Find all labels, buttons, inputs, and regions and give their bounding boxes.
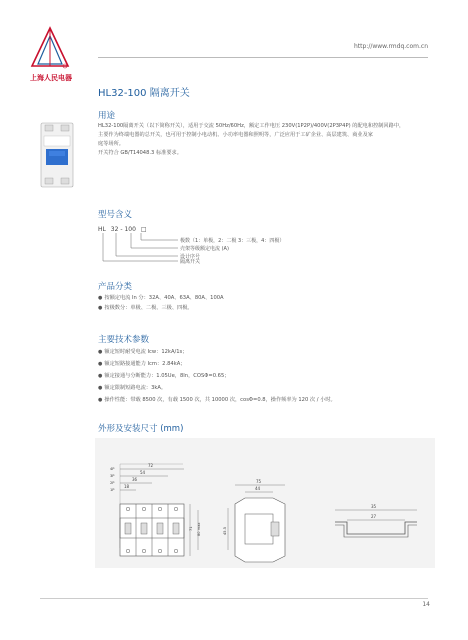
brand-logo	[30, 26, 70, 78]
dim-label: 80 max	[197, 522, 201, 536]
dim-label: 54	[140, 470, 146, 475]
dim-label: 3P	[110, 474, 115, 478]
dim-label: 36	[132, 477, 138, 482]
dim-label: 75	[256, 479, 262, 484]
dimension-drawing	[95, 438, 435, 568]
header-divider	[98, 57, 428, 58]
brand-name: 上海人民电器	[30, 74, 72, 82]
model-desc-design: 设计序号	[180, 254, 201, 260]
usage-heading: 用途	[98, 111, 116, 121]
spec-item: ● 额定短路接通能力 Icm：2.84kA；	[98, 360, 185, 367]
usage-line: HL32-100隔离开关（以下简称开关），适用于交流 50Hz/60Hz，额定工作电压 230V(1P2P)/400V(2P3P4P) 的配电和控制回路中，	[98, 123, 405, 129]
code-dash: -	[120, 226, 123, 233]
model-desc-current: 壳架等级额定电流 (A)	[180, 246, 229, 252]
spec-item: ● 操作性能：带载 8500 次，有载 1500 次，共 10000 次，cosΦ=0.8，操作频率为 120 次 / 小时。	[98, 396, 336, 403]
model-desc-type: 隔离开关	[180, 259, 201, 265]
code-current: 100	[124, 226, 136, 233]
usage-line: 庭等场所。	[98, 141, 124, 147]
page-title: HL32-100 隔离开关	[98, 88, 190, 99]
usage-paragraph	[98, 122, 432, 158]
classification-heading: 产品分类	[98, 282, 133, 292]
dim-label: 18	[124, 484, 130, 489]
spec-item: ● 额定限制短路电流：3kA。	[98, 384, 166, 391]
dim-label: 71	[189, 526, 193, 531]
dim-label: 45.5	[223, 526, 227, 535]
spec-item: ● 额定接通与分断能力：1.05Ue，8In，COSΦ=0.65；	[98, 372, 229, 379]
product-image	[40, 122, 74, 188]
model-desc-poles: 极数（1：单极，2：二极 3：三极，4：四极）	[180, 238, 285, 244]
website-url[interactable]: http://www.rmdq.com.cn	[353, 43, 428, 50]
dim-label: 4P	[110, 467, 115, 471]
code-poles: □	[140, 226, 147, 233]
code-series: HL	[98, 226, 106, 233]
specs-heading: 主要技术参数	[98, 335, 150, 345]
code-design: 32	[110, 226, 119, 233]
classification-item: ● 按额定电流 In 分：32A、40A、63A、80A、100A	[98, 294, 224, 301]
page-number: 14	[422, 601, 430, 608]
dim-label: 35	[371, 504, 377, 509]
dim-label: 27	[371, 514, 377, 519]
dim-label: 72	[148, 463, 154, 468]
footer-divider	[40, 598, 428, 599]
dimensions-heading: 外形及安装尺寸 (mm)	[98, 424, 184, 434]
usage-standard: 开关符合 GB/T14048.3 标准要求。	[98, 150, 182, 156]
dim-label: 2P	[110, 481, 115, 485]
classification-item: ● 按极数分：单极、二极、三极、四极。	[98, 304, 193, 311]
usage-line: 主要作为终端电器的总开关，也可用于控制小电动机、小功率电器和照明等，广泛应用于工矿企业、高层建筑、商业及家	[98, 132, 373, 138]
dim-label: 1P	[110, 488, 115, 492]
dim-label: 44	[255, 486, 261, 491]
spec-item: ● 额定短时耐受电流 Icw：12kA/1s；	[98, 348, 187, 355]
model-heading: 型号含义	[98, 210, 133, 220]
